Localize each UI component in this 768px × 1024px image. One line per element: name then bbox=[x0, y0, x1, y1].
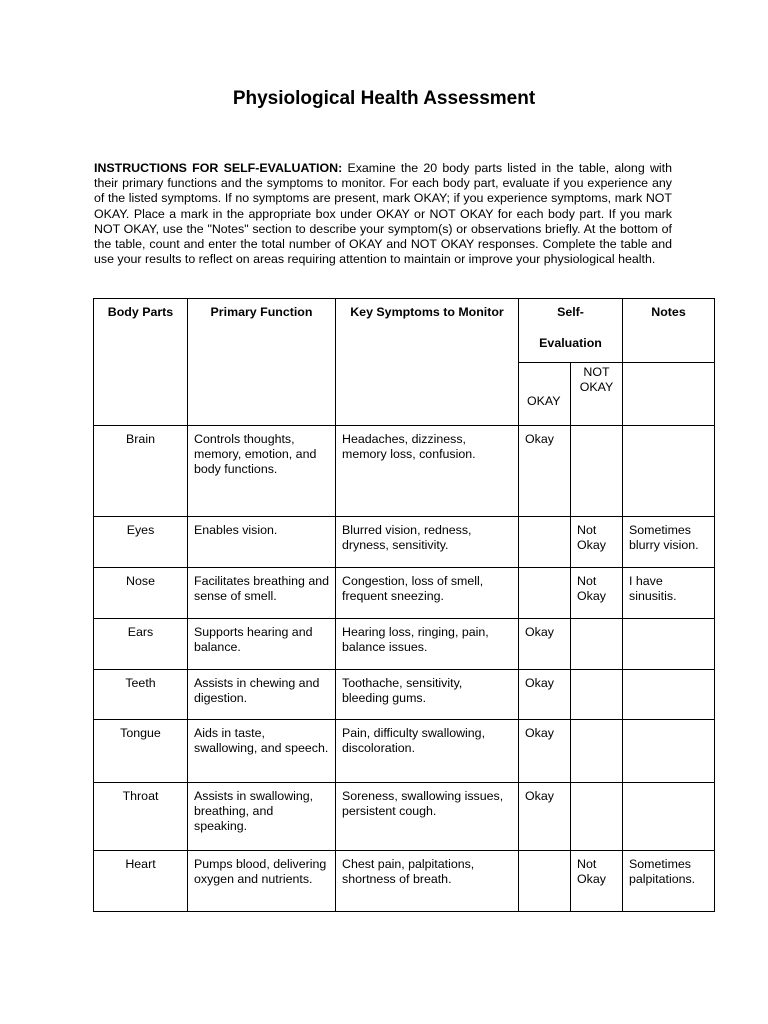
not-okay-cell bbox=[571, 670, 623, 720]
body-part-cell: Throat bbox=[94, 783, 188, 851]
header-key-symptoms: Key Symptoms to Monitor bbox=[336, 299, 519, 426]
primary-function-cell: Supports hearing and balance. bbox=[188, 619, 336, 670]
key-symptoms-cell: Soreness, swallowing issues, persistent cough. bbox=[336, 783, 519, 851]
table-row bbox=[94, 568, 715, 619]
key-symptoms-cell: Headaches, dizziness, memory loss, confusion. bbox=[336, 426, 519, 517]
body-part-cell: Ears bbox=[94, 619, 188, 670]
body-part-cell: Eyes bbox=[94, 517, 188, 568]
primary-function-cell: Facilitates breathing and sense of smell. bbox=[188, 568, 336, 619]
not-okay-cell bbox=[571, 783, 623, 851]
table-row bbox=[94, 851, 715, 912]
key-symptoms-cell: Chest pain, palpitations, shortness of breath. bbox=[336, 851, 519, 912]
primary-function-cell: Pumps blood, delivering oxygen and nutrients. bbox=[188, 851, 336, 912]
header-self-evaluation-line2: Evaluation bbox=[539, 336, 602, 351]
okay-cell: Okay bbox=[519, 426, 571, 517]
notes-cell: Sometimes palpitations. bbox=[623, 851, 715, 912]
not-okay-cell: Not Okay bbox=[571, 851, 623, 912]
instructions-text: Examine the 20 body parts listed in the table, along with their primary functions and the symptoms to monitor. For each body part, evaluate if you experience any of the listed symptoms. If no symptoms are present, mark OKAY; if you experience symptoms, mark NOT OKAY. Place a mark in the appropriate box under OKAY or NOT OKAY for each body part. If you mark NOT OKAY, use the "Notes" section to describe your symptom(s) or observations briefly. At the bottom of the table, count and enter the total number of OKAY and NOT OKAY responses. Complete the table and use your results to reflect on areas requiring attention to maintain or improve your physiological health. bbox=[94, 161, 672, 267]
okay-cell: Okay bbox=[519, 670, 571, 720]
notes-cell bbox=[623, 720, 715, 783]
notes-cell bbox=[623, 783, 715, 851]
key-symptoms-cell: Hearing loss, ringing, pain, balance issues. bbox=[336, 619, 519, 670]
header-okay: OKAY bbox=[519, 363, 571, 426]
instructions-label: INSTRUCTIONS FOR SELF-EVALUATION: bbox=[94, 161, 343, 175]
key-symptoms-cell: Toothache, sensitivity, bleeding gums. bbox=[336, 670, 519, 720]
header-notes-blank bbox=[623, 363, 715, 426]
body-part-cell: Heart bbox=[94, 851, 188, 912]
not-okay-cell: Not Okay bbox=[571, 568, 623, 619]
key-symptoms-cell: Pain, difficulty swallowing, discoloration. bbox=[336, 720, 519, 783]
okay-cell: Okay bbox=[519, 783, 571, 851]
okay-cell bbox=[519, 851, 571, 912]
not-okay-cell bbox=[571, 426, 623, 517]
primary-function-cell: Aids in taste, swallowing, and speech. bbox=[188, 720, 336, 783]
table-row bbox=[94, 619, 715, 670]
key-symptoms-cell: Blurred vision, redness, dryness, sensitivity. bbox=[336, 517, 519, 568]
table-row bbox=[94, 426, 715, 517]
okay-cell: Okay bbox=[519, 720, 571, 783]
notes-cell bbox=[623, 426, 715, 517]
notes-cell: Sometimes blurry vision. bbox=[623, 517, 715, 568]
header-notes: Notes bbox=[623, 299, 715, 363]
body-part-cell: Brain bbox=[94, 426, 188, 517]
primary-function-cell: Enables vision. bbox=[188, 517, 336, 568]
notes-cell bbox=[623, 619, 715, 670]
body-part-cell: Nose bbox=[94, 568, 188, 619]
okay-cell bbox=[519, 517, 571, 568]
body-part-cell: Tongue bbox=[94, 720, 188, 783]
table-row bbox=[94, 783, 715, 851]
header-primary-function: Primary Function bbox=[188, 299, 336, 426]
okay-cell: Okay bbox=[519, 619, 571, 670]
primary-function-cell: Controls thoughts, memory, emotion, and body functions. bbox=[188, 426, 336, 517]
okay-cell bbox=[519, 568, 571, 619]
table-row bbox=[94, 720, 715, 783]
notes-cell: I have sinusitis. bbox=[623, 568, 715, 619]
instructions-paragraph bbox=[94, 161, 672, 267]
body-part-cell: Teeth bbox=[94, 670, 188, 720]
table-row bbox=[94, 670, 715, 720]
table-row bbox=[94, 517, 715, 568]
primary-function-cell: Assists in chewing and digestion. bbox=[188, 670, 336, 720]
primary-function-cell: Assists in swallowing, breathing, and speaking. bbox=[188, 783, 336, 851]
notes-cell bbox=[623, 670, 715, 720]
page-title: Physiological Health Assessment bbox=[232, 88, 536, 109]
header-self-evaluation bbox=[519, 299, 623, 363]
header-body-parts: Body Parts bbox=[94, 299, 188, 426]
header-self-evaluation-line1: Self- bbox=[557, 305, 584, 319]
not-okay-cell bbox=[571, 619, 623, 670]
header-not-okay: NOT OKAY bbox=[571, 363, 623, 426]
not-okay-cell bbox=[571, 720, 623, 783]
key-symptoms-cell: Congestion, loss of smell, frequent sneezing. bbox=[336, 568, 519, 619]
assessment-table bbox=[93, 298, 715, 912]
not-okay-cell: Not Okay bbox=[571, 517, 623, 568]
